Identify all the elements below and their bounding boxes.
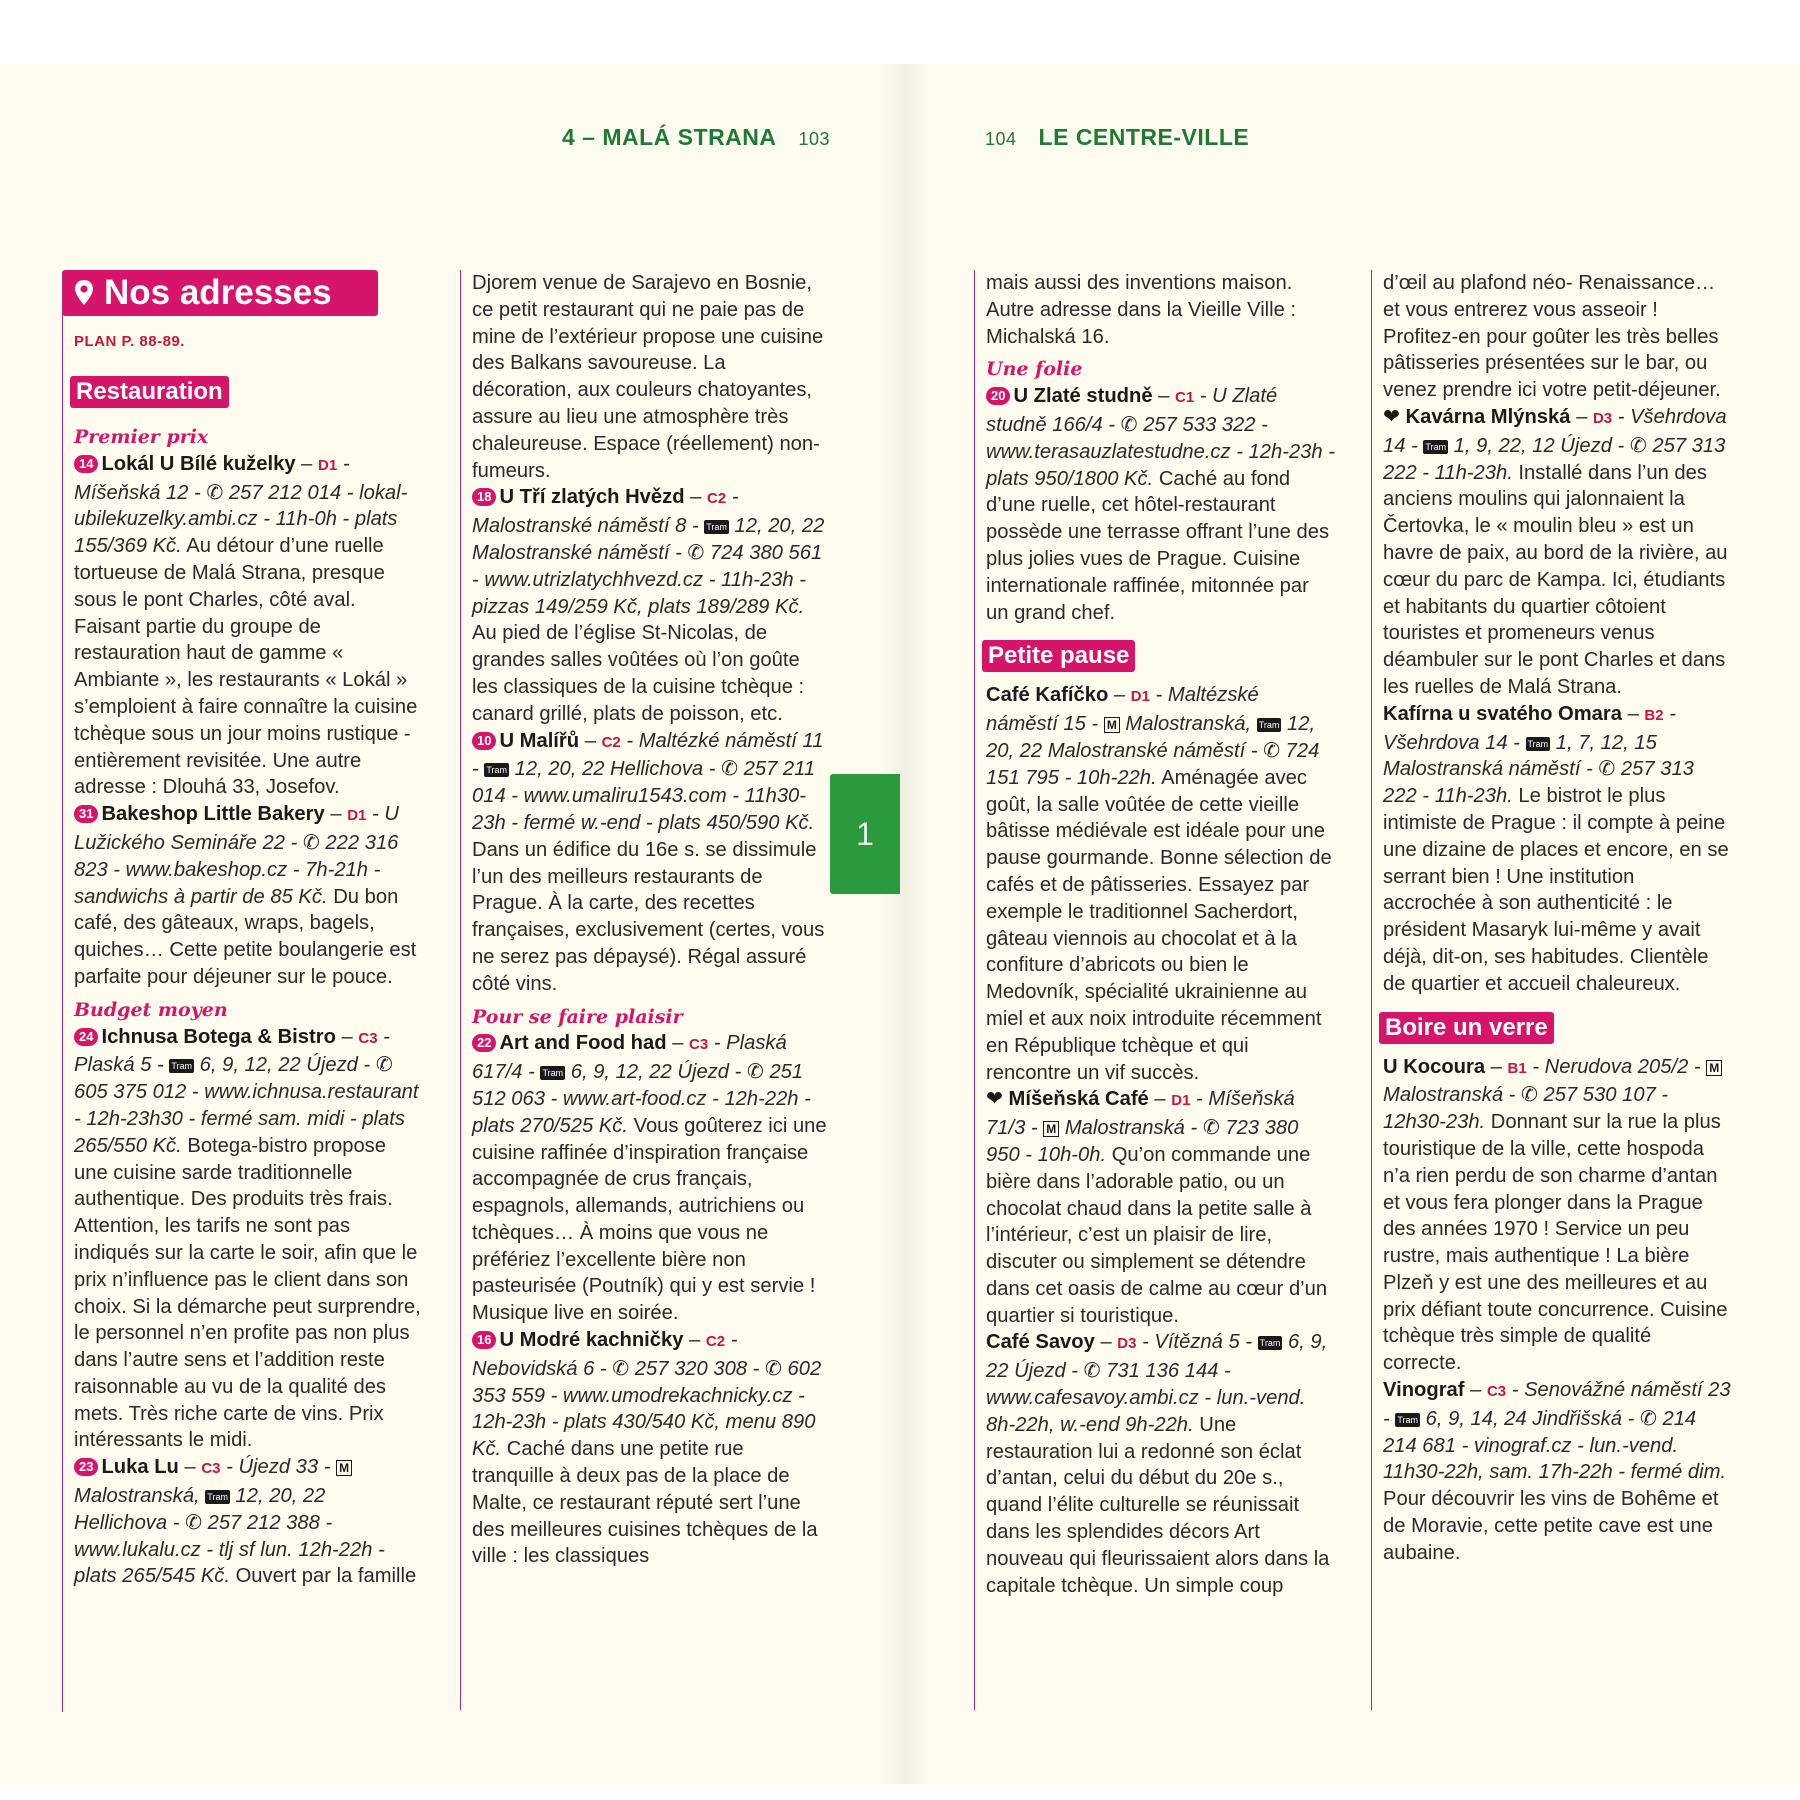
listing-info: - Malostranské náměstí 8 - <box>472 486 739 538</box>
column-3 <box>986 270 1336 1599</box>
section-boire-un-verre: Boire un verre <box>1379 1012 1554 1044</box>
column-divider <box>1371 270 1372 1710</box>
listing-name: Café Kafíčko <box>986 684 1109 707</box>
listing-info: - Míšeňská 71/3 - <box>986 1088 1295 1140</box>
listing-description: Une restauration lui a redonné son éclat d’antan, celui du début du 20e s., quand l’élite culturelle se réunissait dans les splendides décors Art nouveau qui fleurissaient alors dans la capitale tchèque. Un simple coup <box>986 1413 1330 1597</box>
listing-entry: Kafírna u svatého Omara – B2 - Všehrdova 14 - Tram 1, 7, 12, 15 Malostranská náměstí - ✆ 257 313 222 - 11h-23h. Le bistrot le plus intimiste de Prague : il compte à peine une dizaine de places et encore, en se serrant bien ! Une institution accrochée à son authenticité : le président Masaryk lui-même y avait déjà, dit-on, ses habitudes. Clientèle de quartier et accueil chaleureux. <box>1383 702 1729 995</box>
listing-info: - Všehrdova 14 - <box>1383 702 1676 754</box>
column-2 <box>472 270 827 1570</box>
map-grid-ref: B1 <box>1507 1059 1527 1077</box>
plan-reference: PLAN P. 88-89. <box>74 333 185 350</box>
listing-info: 12, 20, 22 Hellichova - ✆ 257 211 014 - www.umaliru1543.com - 11h30-23h - fermé w.-end - plats 450/590 Kč. <box>472 758 816 834</box>
listing-description: Le bistrot le plus intimiste de Prague : il compte à peine une dizaine de places et encore, en se serrant bien ! Une institution accrochée à son authenticité : le président Masaryk lui-même y avait déjà, dit-on, ses habitudes. Clientèle de quartier et accueil chaleureux. <box>1383 785 1729 995</box>
map-number-badge: 22 <box>472 1034 496 1052</box>
listing-description: Botega-bistro propose une cuisine sarde traditionnelle authentique. Des produits très frais. Attention, les tarifs ne sont pas indiqués sur la carte le soir, afin que le prix n’influence pas le client dans son choix. Si la démarche peut surprendre, le personnel n’en profite pas non plus dans l’autre sens et l’addition reste raisonnable au vu de la qualité des mets. Très riche carte de vins. Prix intéressants le midi. <box>74 1134 421 1452</box>
listing-name: U Tří zlatých Hvězd <box>499 486 685 509</box>
map-number-badge: 18 <box>472 488 496 506</box>
tram-icon: Tram <box>1425 441 1447 452</box>
map-grid-ref: D3 <box>1117 1335 1137 1353</box>
listing-description: Qu’on commande une bière dans l’adorable patio, ou un chocolat chaud dans la petite salle à l’intérieur, c’est un plaisir de lire, discuter ou simplement se détendre dans cet oasis de calme au cœur d’un quartier si touristique. <box>986 1143 1328 1327</box>
listing-name: ❤ Kavárna Mlýnská <box>1383 405 1571 428</box>
tram-icon: Tram <box>486 765 508 776</box>
category-pour-se-faire-plaisir: Pour se faire plaisir <box>472 1005 683 1028</box>
listing-entry: 10 U Malířů – C2 - Maltézké náměstí 11 - Tram 12, 20, 22 Hellichova - ✆ 257 211 014 - www.umaliru1543.com - 11h30-23h - fermé w.-end - plats 450/590 Kč. Dans un édifice du 16e s. se dissimule l’un des meilleurs restaurants de Prague. À la carte, des recettes françaises, exclusivement (certes, vous ne serez pas dépaysé). Régal assuré côté vins. <box>472 729 825 995</box>
listing-name: U Kocoura <box>1383 1055 1486 1078</box>
listing-name: Ichnusa Botega & Bistro <box>101 1025 336 1048</box>
listing-name: Vinograf <box>1383 1379 1465 1402</box>
location-pin-icon <box>72 270 96 316</box>
listing-info: - Maltézské náměstí 15 - <box>986 684 1259 736</box>
listing-description: Aménagée avec goût, la salle voûtée de cette vieille bâtisse médiévale est idéale pour une pause gourmande. Bonne sélection de cafés et de pâtisseries. Essayez par exemple le traditionnel Sacherdort, gâteau viennois au chocolat et à la confiture d’abricots ou bien le Medovník, spécialité ukrainienne au miel et aux noix introduite récemment en République tchèque et qui rencontre un vif succès. <box>986 766 1332 1084</box>
map-grid-ref: C2 <box>601 733 621 751</box>
listing-info: - Plaská 5 - <box>74 1025 390 1077</box>
listing-entry: ❤ Kavárna Mlýnská – D3 - Všehrdova 14 - Tram 1, 9, 22, 12 Újezd - ✆ 257 313 222 - 11h-23h. Installé dans l’un des anciens moulins qui jalonnaient la Čertovka, le « moulin bleu » est un havre de paix, au bord de la rivière, au cœur du parc de Kampa. Ici, étudiants et habitants du quartier côtoient touristes et promeneurs venus déambuler sur le pont Charles et dans les ruelles de Malá Strana. <box>1383 405 1728 698</box>
listing-name: ❤ Míšeňská Café <box>986 1088 1149 1111</box>
listing-name: U Malířů <box>499 729 580 752</box>
map-grid-ref: D1 <box>318 456 338 474</box>
map-grid-ref: C3 <box>358 1029 378 1047</box>
listing-entry: 23 Luka Lu – C3 - Újezd 33 - M Malostranská, Tram 12, 20, 22 Hellichova - ✆ 257 212 388 - www.lukalu.cz - tlj sf lun. 12h-22h - plats 265/545 Kč. Ouvert par la famille <box>74 1456 417 1588</box>
metro-icon: M <box>1706 1060 1722 1076</box>
listing-info: 6, 9, 12, 22 Újezd - ✆ 605 375 012 - www.ichnusa.restaurant - 12h-23h30 - fermé sam. midi - plats 265/550 Kč. <box>74 1054 419 1157</box>
nos-adresses-title: Nos adresses <box>104 273 332 312</box>
listing-info: 6, 9, 22 Újezd - ✆ 731 136 144 - www.cafesavoy.ambi.cz - lun.-vend. 8h-22h, w.-end 9h-22h. <box>986 1331 1328 1436</box>
listing-entry: Vinograf – C3 - Senovážné náměstí 23 - Tram 6, 9, 14, 24 Jindřišská - ✆ 214 214 681 - vinograf.cz - lun.-vend. 11h30-22h, sam. 17h-22h - fermé dim. Pour découvrir les vins de Bohême et de Moravie, cette petite cave est une aubaine. <box>1383 1379 1731 1564</box>
column-divider <box>460 270 461 1710</box>
listing-description: Vous goûterez ici une cuisine raffinée d’inspiration française accompagnée de crus français, espagnols, allemands, autrichiens ou tchèques… À moins que vous ne préfériez l’excellente bière non pasteurisée (Poutník) qui y est servie ! Musique live en soirée. <box>472 1114 827 1325</box>
listing-info: - U Lužického Semináře 22 - ✆ 222 316 823 - www.bakeshop.cz - 7h-21h - sandwichs à partir de 85 Kč. <box>74 803 399 908</box>
right-chapter-title: LE CENTRE-VILLE <box>1038 124 1250 150</box>
listing-description: Dans un édifice du 16e s. se dissimule l’un des meilleurs restaurants de Prague. À la carte, des recettes françaises, exclusivement (certes, vous ne serez pas dépaysé). Régal assuré côté vins. <box>472 838 825 995</box>
listing-info: - Nebovidská 6 - ✆ 257 320 308 - ✆ 602 353 559 - www.umodrekachnicky.cz - 12h-23h - plats 430/540 Kč, menu 890 Kč. <box>472 1329 822 1461</box>
listing-info: Malostranská, <box>74 1485 206 1508</box>
map-number-badge: 31 <box>74 805 98 823</box>
left-page-header <box>562 124 830 151</box>
listing-info: - Nerudova 205/2 - <box>1526 1055 1707 1078</box>
listing-info: - Míšeňská 12 - ✆ 257 212 014 - lokal-ubilekuzelky.ambi.cz - 11h-0h - plats 155/369 Kč. <box>74 452 408 558</box>
listing-info: 12, 20, 22 Malostranské náměstí - ✆ 724 380 561 - www.utrizlatychhvezd.cz - 11h-23h - pizzas 149/259 Kč, plats 189/289 Kč. <box>472 515 825 618</box>
nos-adresses-banner <box>62 270 378 316</box>
listing-entry: 14 Lokál U Bílé kuželky – D1 - Míšeňská 12 - ✆ 257 212 014 - lokal-ubilekuzelky.ambi.cz - 11h-0h - plats 155/369 Kč. Au détour d’une ruelle tortueuse de Malá Strana, presque sous le pont Charles, côté aval. Faisant partie du groupe de restauration haut de gamme « Ambiante », les restaurants « Lokál » s’emploient à faire connaître la cuisine tchèque sous un jour moins rustique - entièrement revisitée. Une autre adresse : Dlouhá 33, Josefov. <box>74 452 418 799</box>
listing-info: 1, 7, 12, 15 Malostranská náměstí - ✆ 257 313 222 - 11h-23h. <box>1383 731 1694 808</box>
listing-name: U Zlaté studně <box>1013 385 1153 408</box>
listing-name: Art and Food had <box>499 1032 667 1055</box>
listing-entry: U Kocoura – B1 - Nerudova 205/2 - M Malostranská - ✆ 257 530 107 - 12h30-23h. Donnant sur la rue la plus touristique de la ville, cette hospoda n’a rien perdu de son charme d’antan et vous fera plonger dans la Prague des années 1970 ! Service un peu rustre, mais authentique ! La bière Plzeň y est une des meilleures et au prix défiant toute concurrence. Cuisine tchèque très simple de qualité correcte. <box>1383 1055 1728 1375</box>
tram-icon: Tram <box>1527 738 1549 749</box>
column-1 <box>74 372 424 1590</box>
tram-icon: Tram <box>1258 720 1280 731</box>
left-chapter-title: 4 – MALÁ STRANA <box>562 124 777 150</box>
column-4 <box>1383 270 1733 1567</box>
listing-entry: Café Kafíčko – D1 - Maltézské náměstí 15 - M Malostranská, Tram 12, 20, 22 Malostranské náměstí - ✆ 724 151 795 - 10h-22h. Aménagée avec goût, la salle voûtée de cette vieille bâtisse médiévale est idéale pour une pause gourmande. Bonne sélection de cafés et de pâtisseries. Essayez par exemple le traditionnel Sacherdort, gâteau viennois au chocolat et à la confiture d’abricots ou bien le Medovník, spécialité ukrainienne au miel et aux noix introduite récemment en République tchèque et qui rencontre un vif succès. <box>986 684 1332 1084</box>
listing-description: Donnant sur la rue la plus touristique de la ville, cette hospoda n’a rien perdu de son charme d’antan et vous fera plonger dans la Prague des années 1970 ! Service un peu rustre, mais authentique ! La bière Plzeň y est une des meilleures et au prix défiant toute concurrence. Cuisine tchèque très simple de qualité correcte. <box>1383 1111 1728 1375</box>
map-grid-ref: B2 <box>1644 706 1664 724</box>
listing-info: Malostranská, <box>1119 713 1257 736</box>
map-grid-ref: D3 <box>1592 409 1613 427</box>
category-budget-moyen: Budget moyen <box>74 998 228 1021</box>
tram-icon: Tram <box>207 1492 228 1503</box>
listing-name: Café Savoy <box>986 1331 1095 1354</box>
listing-info: - U Zlaté studně 166/4 - ✆ 257 533 322 - www.terasauzlatestudne.cz - 12h-23h - plats 950/1800 Kč. <box>986 385 1335 490</box>
listing-name: Luka Lu <box>101 1456 179 1479</box>
listing-info: Malostranská - ✆ 723 380 950 - 10h-0h. <box>986 1117 1299 1166</box>
map-number-badge: 23 <box>74 1458 98 1476</box>
metro-icon: M <box>1043 1121 1059 1137</box>
listing-description: Caché dans une petite rue tranquille à deux pas de la place de Malte, ce restaurant réputé sert l’une des meilleures cuisines tchèques de la ville : les classiques <box>472 1438 818 1568</box>
listing-info: 12, 20, 22 Malostranské náměstí - ✆ 724 151 795 - 10h-22h. <box>986 713 1320 789</box>
listing-info: - Vítězná 5 - <box>1136 1331 1258 1354</box>
listing-name: Bakeshop Little Bakery <box>101 803 325 826</box>
listing-info: 6, 9, 12, 22 Újezd - ✆ 251 512 063 - www.art-food.cz - 12h-22h - plats 270/525 Kč. <box>472 1061 811 1137</box>
column-divider <box>62 272 63 1712</box>
listing-continuation: Djorem venue de Sarajevo en Bosnie, ce petit restaurant qui ne paie pas de mine de l’extérieur propose une cuisine des Balkans savoureuse. La décoration, aux couleurs chatoyantes, assure au lieu une atmosphère très chaleureuse. Espace (réellement) non-fumeurs. <box>472 272 824 482</box>
listing-entry: 31 Bakeshop Little Bakery – D1 - U Lužického Semináře 22 - ✆ 222 316 823 - www.bakeshop.cz - 7h-21h - sandwichs à partir de 85 Kč. Du bon café, des gâteaux, wraps, bagels, quiches… Cette petite boulangerie est parfaite pour déjeuner sur le pouce. <box>74 803 417 988</box>
tram-icon: Tram <box>1397 1414 1419 1425</box>
listing-entry: Café Savoy – D3 - Vítězná 5 - Tram 6, 9, 22 Újezd - ✆ 731 136 144 - www.cafesavoy.ambi.cz - lun.-vend. 8h-22h, w.-end 9h-22h. Une restauration lui a redonné son éclat d’antan, celui du début du 20e s., quand l’élite culturelle se réunissait dans les splendides décors Art nouveau qui fleurissaient alors dans la capitale tchèque. Un simple coup <box>986 1331 1330 1597</box>
listing-description: Pour découvrir les vins de Bohême et de Moravie, cette petite cave est une aubaine. <box>1383 1488 1719 1564</box>
map-grid-ref: D1 <box>1171 1092 1191 1110</box>
metro-icon: M <box>336 1460 352 1476</box>
listing-description: Au détour d’une ruelle tortueuse de Malá Strana, presque sous le pont Charles, côté aval. Faisant partie du groupe de restauration haut de gamme « Ambiante », les restaurants « Lokál » s’emploient à faire connaître la cuisine tchèque sous un jour moins rustique - entièrement revisitée. Une autre adresse : Dlouhá 33, Josefov. <box>74 535 418 799</box>
tram-icon: Tram <box>171 1061 193 1072</box>
map-grid-ref: C2 <box>707 490 727 508</box>
listing-description: Installé dans l’un des anciens moulins qui jalonnaient la Čertovka, le « moulin bleu » est un havre de paix, au bord de la rivière, au cœur du parc de Kampa. Ici, étudiants et habitants du quartier côtoient touristes et promeneurs venus déambuler sur le pont Charles et dans les ruelles de Malá Strana. <box>1383 461 1728 698</box>
map-grid-ref: C3 <box>201 1460 221 1478</box>
map-number-badge: 20 <box>986 387 1010 405</box>
section-petite-pause: Petite pause <box>982 640 1135 672</box>
column-divider <box>974 270 975 1710</box>
listing-name: Lokál U Bílé kuželky <box>101 452 296 475</box>
map-number-badge: 16 <box>472 1331 496 1349</box>
category-premier-prix: Premier prix <box>74 426 209 448</box>
listing-info: - Plaská 617/4 - <box>472 1032 787 1084</box>
listing-info: - Všehrdova 14 - <box>1383 405 1727 457</box>
listing-entry: 16 U Modré kachničky – C2 - Nebovidská 6 - ✆ 257 320 308 - ✆ 602 353 559 - www.umodrekachnicky.cz - 12h-23h - plats 430/540 Kč, menu 890 Kč. Caché dans une petite rue tranquille à deux pas de la place de Malte, ce restaurant réputé sert l’une des meilleures cuisines tchèques de la ville : les classiques <box>472 1329 822 1568</box>
listing-entry: 18 U Tří zlatých Hvězd – C2 - Malostranské náměstí 8 - Tram 12, 20, 22 Malostranské náměstí - ✆ 724 380 561 - www.utrizlatychhvezd.cz - 11h-23h - pizzas 149/259 Kč, plats 189/289 Kč. Au pied de l’église St-Nicolas, de grandes salles voûtées où l’on goûte les classiques de la cuisine tchèque : canard grillé, plats de poisson, etc. <box>472 486 825 725</box>
tram-icon: Tram <box>1259 1338 1281 1349</box>
section-restauration: Restauration <box>70 376 229 408</box>
listing-info: - Újezd 33 - <box>220 1456 337 1479</box>
map-grid-ref: C2 <box>705 1333 726 1351</box>
listing-info: 6, 9, 14, 24 Jindřišská - ✆ 214 214 681 - vinograf.cz - lun.-vend. 11h30-22h, sam. 17h-22h - fermé dim. <box>1383 1407 1726 1484</box>
listing-info: 12, 20, 22 Hellichova - ✆ 257 212 388 - www.lukalu.cz - tlj sf lun. 12h-22h - plats 265/545 Kč. <box>74 1485 385 1588</box>
listing-info: - Maltézké náměstí 11 - <box>472 729 824 781</box>
book-gutter <box>880 64 930 1784</box>
tram-icon: Tram <box>706 522 727 533</box>
map-grid-ref: D1 <box>1130 688 1150 706</box>
listing-entry: 24 Ichnusa Botega & Bistro – C3 - Plaská 5 - Tram 6, 9, 12, 22 Újezd - ✆ 605 375 012 - www.ichnusa.restaurant - 12h-23h30 - fermé sam. midi - plats 265/550 Kč. Botega-bistro propose une cuisine sarde traditionnelle authentique. Des produits très frais. Attention, les tarifs ne sont pas indiqués sur la carte le soir, afin que le prix n’influence pas le client dans son choix. Si la démarche peut surprendre, le personnel n’en profite pas non plus dans l’autre sens et l’addition reste raisonnable au vu de la qualité des mets. Très riche carte de vins. Prix intéressants le midi. <box>74 1025 421 1452</box>
listing-info: - Senovážné náměstí 23 - <box>1383 1379 1731 1430</box>
right-page-number: 104 <box>985 129 1017 149</box>
listing-description: Ouvert par la famille <box>230 1565 417 1588</box>
listing-entry: ❤ Míšeňská Café – D1 - Míšeňská 71/3 - M Malostranská - ✆ 723 380 950 - 10h-0h. Qu’on commande une bière dans l’adorable patio, ou un chocolat chaud dans la petite salle à l’intérieur, c’est un plaisir de lire, discuter ou simplement se détendre dans cet oasis de calme au cœur d’un quartier si touristique. <box>986 1088 1328 1327</box>
listing-continuation: d’œil au plafond néo- Renaissance… et vous entrerez vous asseoir ! Profitez-en pour goûter les très belles pâtisseries présentées sur le bar, ou venez prendre ici votre petit-déjeuner. <box>1383 272 1721 402</box>
category-une-folie: Une folie <box>986 358 1083 381</box>
tram-icon: Tram <box>542 1068 564 1079</box>
chapter-thumb-tab: 1 <box>830 774 900 894</box>
metro-icon: M <box>1104 717 1120 733</box>
map-grid-ref: D1 <box>347 807 367 825</box>
listing-description: Du bon café, des gâteaux, wraps, bagels, quiches… Cette petite boulangerie est parfaite pour déjeuner sur le pouce. <box>74 885 417 988</box>
listing-continuation: mais aussi des inventions maison. Autre adresse dans la Vieille Ville : Michalská 16. <box>986 272 1297 348</box>
listing-info: Malostranská - ✆ 257 530 107 - 12h30-23h. <box>1383 1084 1669 1134</box>
listing-description: Au pied de l’église St-Nicolas, de grandes salles voûtées où l’on goûte les classiques de la cuisine tchèque : canard grillé, plats de poisson, etc. <box>472 622 805 725</box>
map-grid-ref: C1 <box>1175 389 1195 407</box>
listing-entry: 20 U Zlaté studně – C1 - U Zlaté studně 166/4 - ✆ 257 533 322 - www.terasauzlatestudne.cz - 12h-23h - plats 950/1800 Kč. Caché au fond d’une ruelle, cet hôtel-restaurant possède une terrasse offrant l’une des plus jolies vues de Prague. Cuisine internationale raffinée, mitonnée par un grand chef. <box>986 385 1335 624</box>
right-page-header <box>985 124 1249 151</box>
map-number-badge: 10 <box>472 732 496 750</box>
listing-entry: 22 Art and Food had – C3 - Plaská 617/4 - Tram 6, 9, 12, 22 Újezd - ✆ 251 512 063 - www.art-food.cz - 12h-22h - plats 270/525 Kč. Vous goûterez ici une cuisine raffinée d’inspiration française accompagnée de crus français, espagnols, allemands, autrichiens ou tchèques… À moins que vous ne préfériez l’excellente bière non pasteurisée (Poutník) qui y est servie ! Musique live en soirée. <box>472 1032 827 1325</box>
left-page-number: 103 <box>798 129 831 149</box>
listing-name: Kafírna u svatého Omara <box>1383 702 1622 725</box>
map-grid-ref: C3 <box>689 1036 709 1054</box>
map-number-badge: 14 <box>74 455 98 473</box>
listing-description: Caché au fond d’une ruelle, cet hôtel-restaurant possède une terrasse offrant l’une des plus jolies vues de Prague. Cuisine internationale raffinée, mitonnée par un grand chef. <box>986 467 1330 624</box>
map-number-badge: 24 <box>74 1028 98 1046</box>
listing-info: 1, 9, 22, 12 Újezd - ✆ 257 313 222 - 11h-23h. <box>1383 434 1726 484</box>
map-grid-ref: C3 <box>1486 1383 1507 1401</box>
listing-name: U Modré kachničky <box>499 1329 684 1352</box>
